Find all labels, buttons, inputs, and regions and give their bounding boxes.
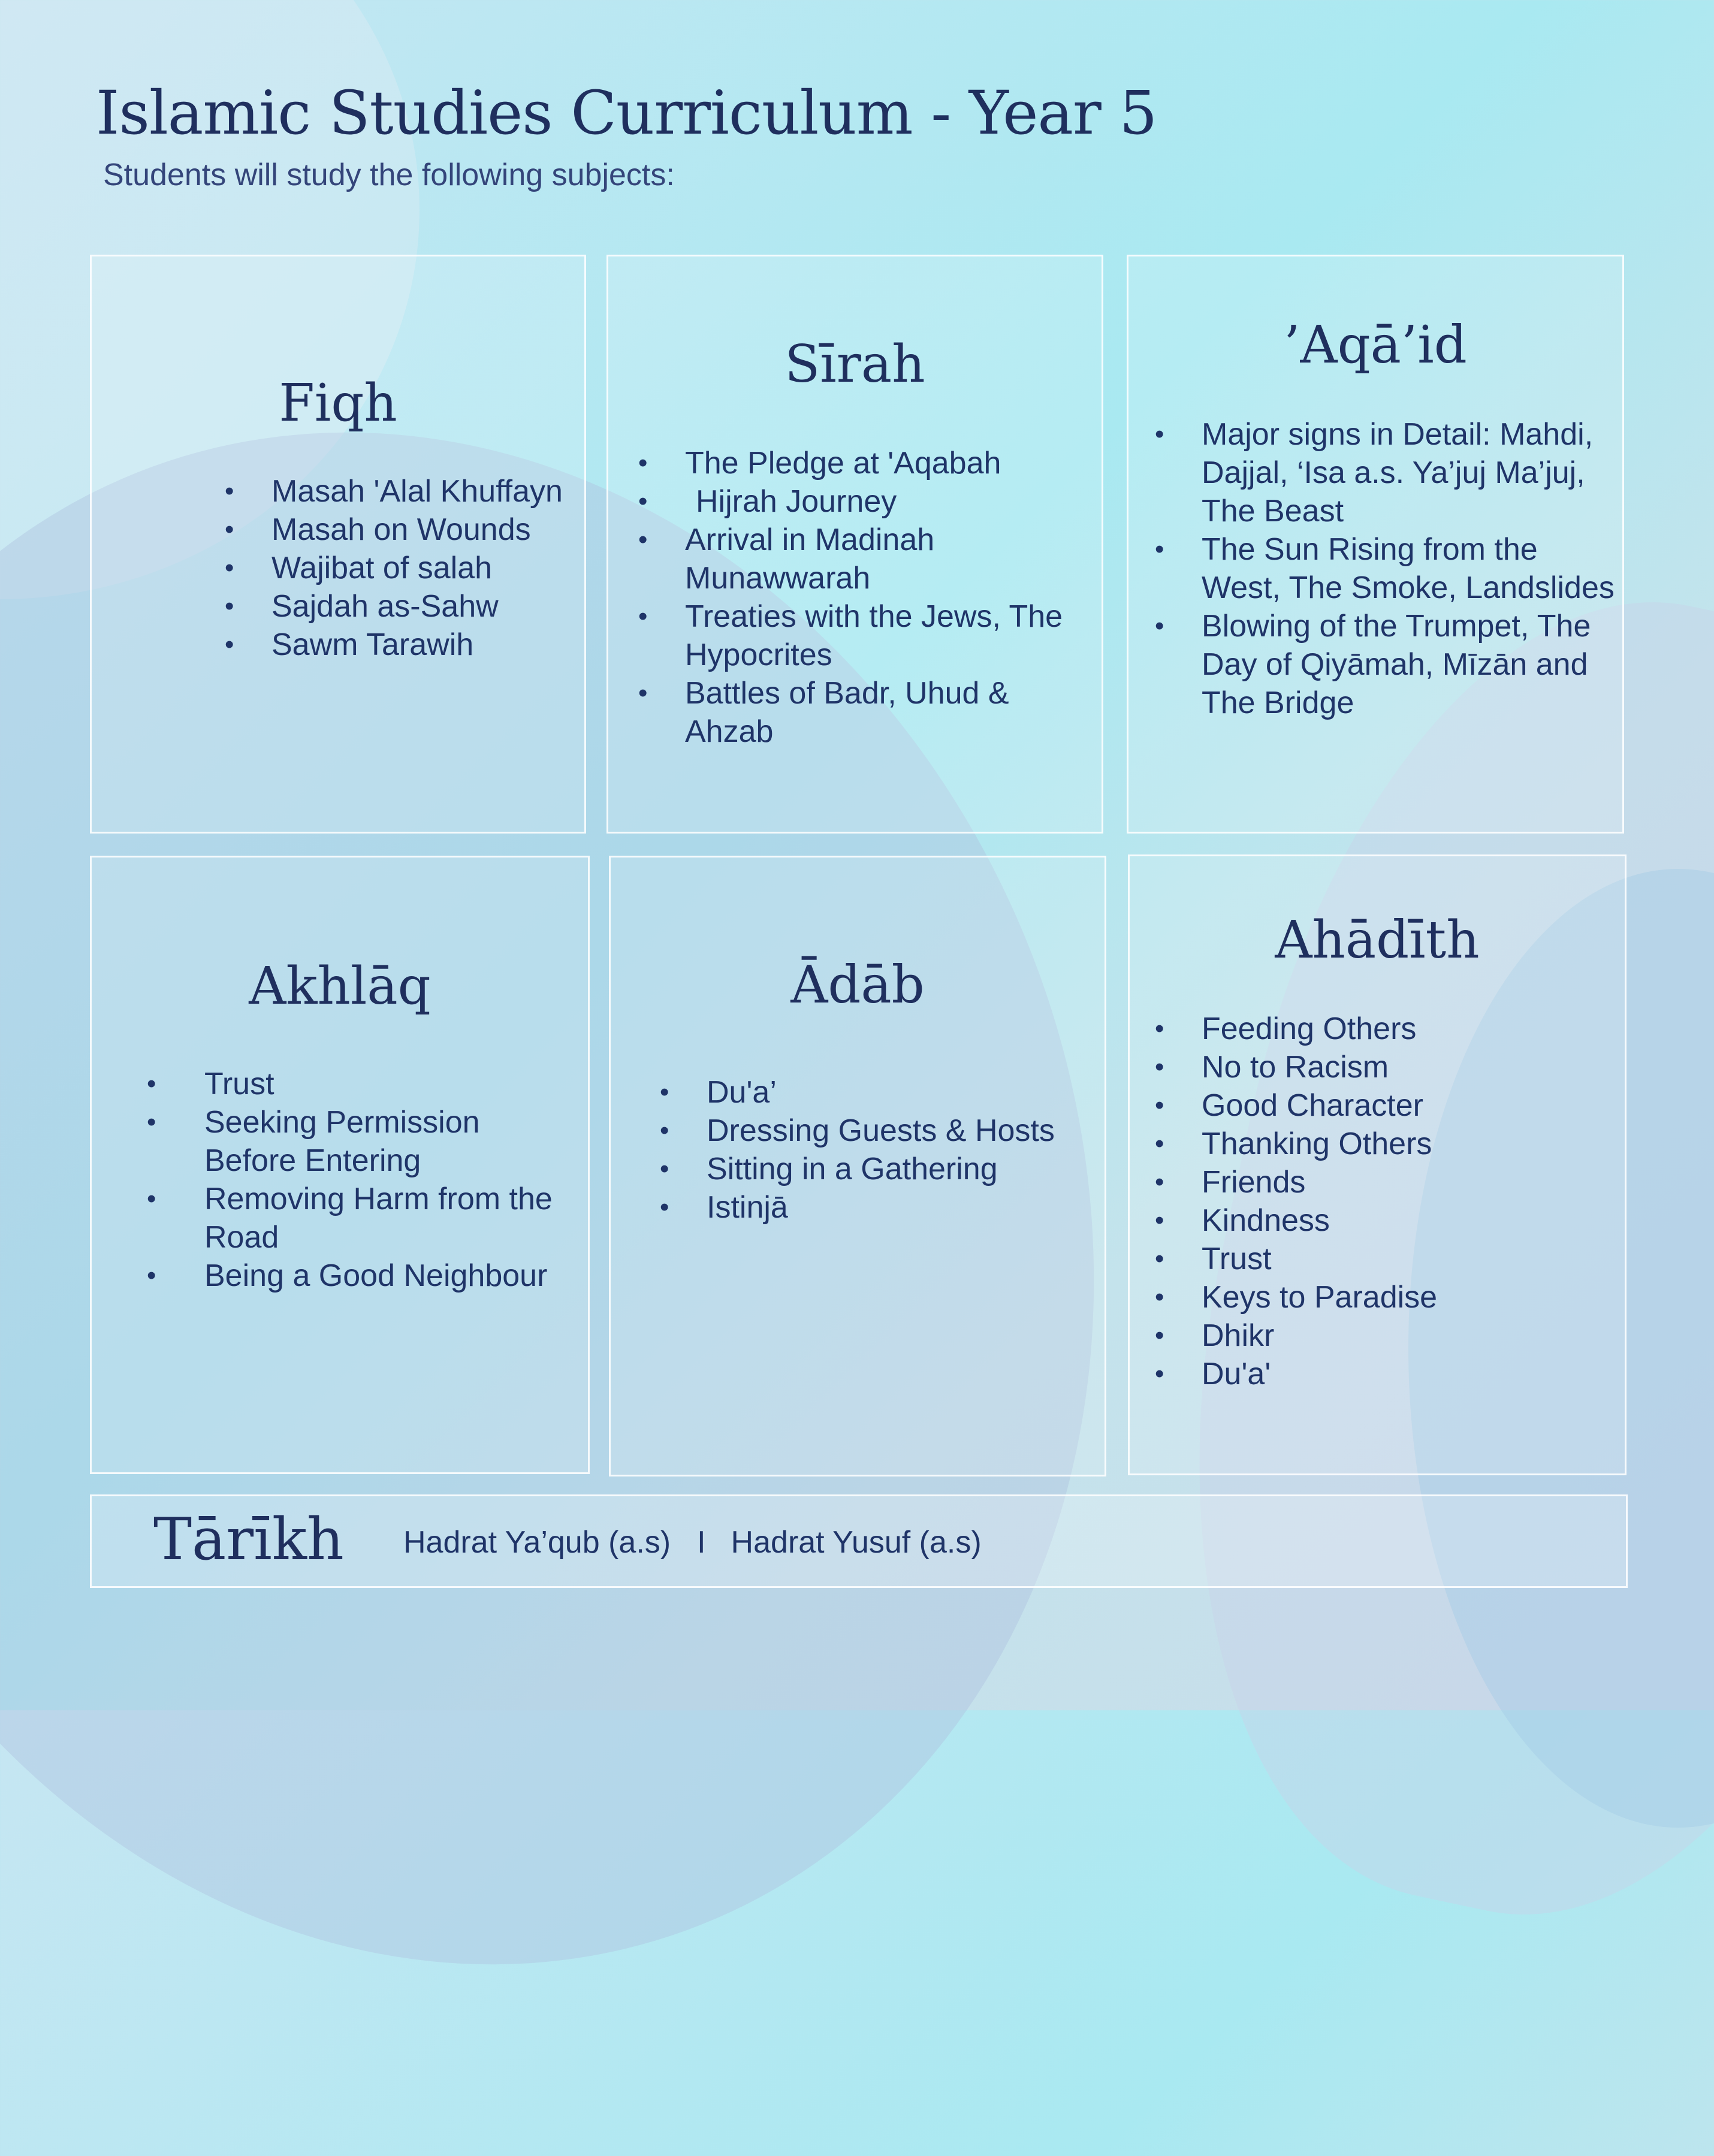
subject-title: Akhlāq [249,956,431,1016]
list-item: • Keys to Paradise [1148,1278,1615,1316]
list-item: • Istinjā [653,1188,1096,1227]
list-item: • Du'a' [1148,1355,1615,1393]
list-item: • Sajdah as-Sahw [218,587,563,626]
list-item: • The Sun Rising from the West, The Smoke, Landslides [1148,530,1615,607]
subject-title: Ādāb [790,955,925,1015]
topic-list [128,1065,571,1295]
page-title: Islamic Studies Curriculum - Year 5 [96,78,1157,148]
list-item: • Arrival in Madinah Munawwarah [631,521,1087,597]
subject-card-fiqh [90,255,586,834]
list-item: • Wajibat of salah [218,549,563,587]
subject-card-sirah [606,255,1103,834]
list-item: • Trust [1148,1240,1615,1278]
subject-bar-tarikh [90,1494,1628,1588]
topic-list [653,1073,1096,1227]
list-item: • Friends [1148,1163,1615,1201]
list-item: • Masah on Wounds [218,511,563,549]
topic-list [1148,415,1615,722]
page-subtitle: Students will study the following subjects: [103,158,675,192]
tarikh-item: Hadrat Ya’qub (a.s) [403,1525,671,1560]
subject-title: Tārīkh [153,1506,344,1573]
list-item: • Dhikr [1148,1316,1615,1355]
subject-card-adab [609,856,1106,1476]
list-item: • Kindness [1148,1201,1615,1240]
list-item: • Being a Good Neighbour [128,1257,571,1295]
list-item: • The Pledge at 'Aqabah [631,444,1087,482]
list-item: • Hijrah Journey [631,482,1087,521]
list-item: • Dressing Guests & Hosts [653,1112,1096,1150]
tarikh-topics [403,1524,982,1560]
topic-list [631,444,1087,751]
list-item: • Sitting in a Gathering [653,1150,1096,1188]
list-item: • Trust [128,1065,571,1103]
subject-title: Fiqh [279,373,397,433]
list-item: • Removing Harm from the Road [128,1180,571,1257]
list-item: • No to Racism [1148,1048,1615,1086]
subject-card-aqaid [1127,255,1624,834]
list-item: • Masah 'Alal Khuffayn [218,472,563,511]
topic-list [1148,1010,1615,1393]
list-item: • Sawm Tarawih [218,626,563,664]
subject-title: Sīrah [784,334,925,394]
list-item: • Good Character [1148,1086,1615,1125]
list-item: • Feeding Others [1148,1010,1615,1048]
separator: I [697,1525,706,1560]
subject-card-ahadith [1128,854,1627,1475]
list-item: • Du'a’ [653,1073,1096,1112]
subject-card-akhlaq [90,856,590,1474]
subject-title: ’Aqā’id [1284,315,1467,375]
list-item: • Blowing of the Trumpet, The Day of Qiyāmah, Mīzān and The Bridge [1148,607,1615,722]
list-item: • Seeking Permission Before Entering [128,1103,571,1180]
subject-title: Ahādīth [1275,910,1480,970]
tarikh-item: Hadrat Yusuf (a.s) [731,1525,982,1560]
topic-list [218,472,563,664]
list-item: • Major signs in Detail: Mahdi, Dajjal, ‘Isa a.s. Ya’juj Ma’juj, The Beast [1148,415,1615,530]
list-item: • Battles of Badr, Uhud & Ahzab [631,674,1087,751]
list-item: • Treaties with the Jews, The Hypocrites [631,597,1087,674]
list-item: • Thanking Others [1148,1125,1615,1163]
